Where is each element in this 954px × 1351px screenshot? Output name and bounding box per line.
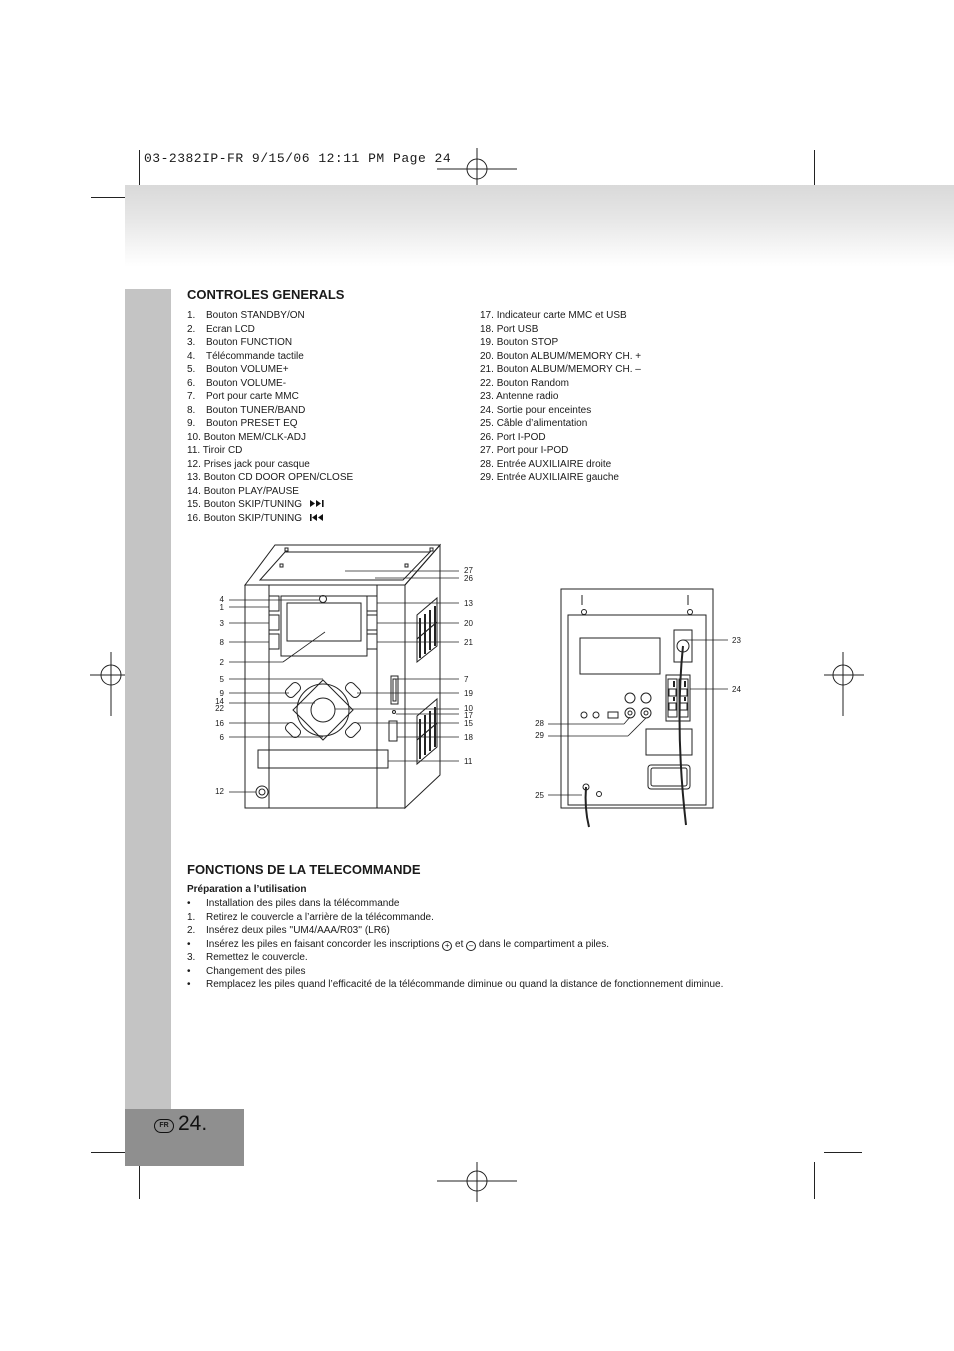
callout-27: 27 bbox=[464, 566, 473, 575]
section-title-controls: CONTROLES GENERALS bbox=[187, 287, 345, 302]
list-item: 18. Port USB bbox=[480, 323, 539, 335]
list-item: • Changement des piles bbox=[187, 965, 306, 977]
callout-13: 13 bbox=[464, 599, 473, 608]
crop-mark bbox=[139, 1162, 140, 1199]
crop-mark bbox=[824, 1152, 862, 1153]
list-item: 13. Bouton CD DOOR OPEN/CLOSE bbox=[187, 472, 354, 483]
front-unit-diagram bbox=[205, 540, 490, 815]
list-item: • Insérez les piles en faisant concorder les inscriptions + et – dans le compartiment a piles. bbox=[187, 938, 609, 950]
callout-28: 28 bbox=[535, 719, 544, 728]
list-item: • Remplacez les piles quand l’efficacité de la télécommande diminue ou quand la distance de fonctionnement diminue. bbox=[187, 979, 724, 990]
callout-22: 22 bbox=[215, 704, 224, 713]
callout-10: 10 bbox=[464, 704, 473, 713]
callout-26: 26 bbox=[464, 574, 473, 583]
crop-mark bbox=[91, 197, 129, 198]
callout-17: 17 bbox=[464, 711, 473, 720]
list-item: 16. Bouton SKIP/TUNING bbox=[187, 512, 353, 526]
minus-icon: – bbox=[466, 941, 476, 951]
page-number: 24. bbox=[178, 1112, 208, 1135]
list-item: 8. Bouton TUNER/BAND bbox=[187, 404, 306, 416]
side-bar bbox=[125, 289, 171, 1109]
callout-29: 29 bbox=[535, 731, 544, 740]
list-item: 22. Bouton Random bbox=[480, 377, 569, 389]
crop-mark bbox=[91, 1152, 129, 1153]
list-item: 2. Ecran LCD bbox=[187, 323, 255, 335]
print-slug: 03-2382IP-FR 9/15/06 12:11 PM Page 24 bbox=[144, 151, 452, 166]
list-item: 24. Sortie pour enceintes bbox=[480, 404, 592, 416]
skip-forward-icon bbox=[309, 499, 327, 508]
list-item: 11. Tiroir CD bbox=[187, 445, 243, 456]
crop-mark bbox=[814, 1162, 815, 1199]
registration-target-bottom bbox=[437, 1162, 517, 1202]
controls-list-left bbox=[187, 309, 353, 525]
list-item: 14. Bouton PLAY/PAUSE bbox=[187, 485, 299, 497]
list-item: 3. Bouton FUNCTION bbox=[187, 337, 293, 348]
registration-target-right bbox=[824, 652, 864, 716]
callout-23: 23 bbox=[732, 636, 741, 645]
callout-14: 14 bbox=[215, 697, 224, 706]
callout-12: 12 bbox=[215, 787, 224, 796]
callout-6: 6 bbox=[219, 733, 224, 742]
list-item: • Installation des piles dans la télécommande bbox=[187, 898, 400, 909]
registration-target-left bbox=[90, 652, 130, 716]
list-item: 1. Bouton STANDBY/ON bbox=[187, 310, 305, 321]
callout-5: 5 bbox=[219, 675, 224, 684]
callout-19: 19 bbox=[464, 689, 473, 698]
list-item: 28. Entrée AUXILIAIRE droite bbox=[480, 458, 612, 470]
callout-24: 24 bbox=[732, 685, 741, 694]
list-item: 17. Indicateur carte MMC et USB bbox=[480, 310, 627, 321]
remote-subtitle: Préparation a l’utilisation bbox=[187, 884, 307, 895]
callout-20: 20 bbox=[464, 619, 473, 628]
list-item: 25. Câble d’alimentation bbox=[480, 418, 588, 429]
list-item: 21. Bouton ALBUM/MEMORY CH. – bbox=[480, 364, 641, 375]
list-item: 3. Remettez le couvercle. bbox=[187, 952, 308, 963]
header-band bbox=[125, 185, 954, 267]
list-item: 23. Antenne radio bbox=[480, 391, 559, 402]
controls-list-right bbox=[480, 309, 641, 485]
plus-icon: + bbox=[442, 941, 452, 951]
callout-15: 15 bbox=[464, 719, 473, 728]
list-item: 29. Entrée AUXILIAIRE gauche bbox=[480, 472, 619, 483]
callout-3: 3 bbox=[219, 619, 224, 628]
callout-8: 8 bbox=[219, 638, 224, 647]
remote-instructions bbox=[187, 897, 723, 992]
callout-16: 16 bbox=[215, 719, 224, 728]
skip-back-icon bbox=[309, 513, 327, 522]
callout-1: 1 bbox=[219, 603, 224, 612]
callout-25: 25 bbox=[535, 791, 544, 800]
list-item: 6. Bouton VOLUME- bbox=[187, 377, 287, 389]
list-item: 4. Télécommande tactile bbox=[187, 350, 304, 362]
callout-4: 4 bbox=[219, 595, 224, 604]
list-item: 5. Bouton VOLUME+ bbox=[187, 364, 289, 375]
callout-2: 2 bbox=[219, 658, 224, 667]
list-item: 20. Bouton ALBUM/MEMORY CH. + bbox=[480, 350, 642, 362]
list-item: 19. Bouton STOP bbox=[480, 337, 559, 348]
callout-18: 18 bbox=[464, 733, 473, 742]
callout-21: 21 bbox=[464, 638, 473, 647]
list-item: 10. Bouton MEM/CLK-ADJ bbox=[187, 431, 306, 443]
list-item: 2. Insérez deux piles ''UM4/AAA/R03'' (LR6) bbox=[187, 925, 390, 936]
list-item: 27. Port pour I-POD bbox=[480, 445, 569, 456]
list-item: 1. Retirez le couvercle a l’arrière de la télécommande. bbox=[187, 911, 434, 923]
section-title-remote: FONCTIONS DE LA TELECOMMANDE bbox=[187, 862, 421, 877]
crop-mark bbox=[139, 150, 140, 187]
list-item: 26. Port I-POD bbox=[480, 431, 546, 443]
list-item: 9. Bouton PRESET EQ bbox=[187, 418, 298, 429]
list-item: 15. Bouton SKIP/TUNING bbox=[187, 498, 353, 512]
crop-mark bbox=[814, 150, 815, 187]
back-unit-diagram bbox=[528, 585, 753, 830]
callout-7: 7 bbox=[464, 675, 469, 684]
list-item: 12. Prises jack pour casque bbox=[187, 458, 310, 470]
language-badge: FR bbox=[154, 1119, 174, 1133]
callout-9: 9 bbox=[219, 689, 224, 698]
list-item: 7. Port pour carte MMC bbox=[187, 391, 299, 402]
callout-11: 11 bbox=[464, 757, 473, 766]
